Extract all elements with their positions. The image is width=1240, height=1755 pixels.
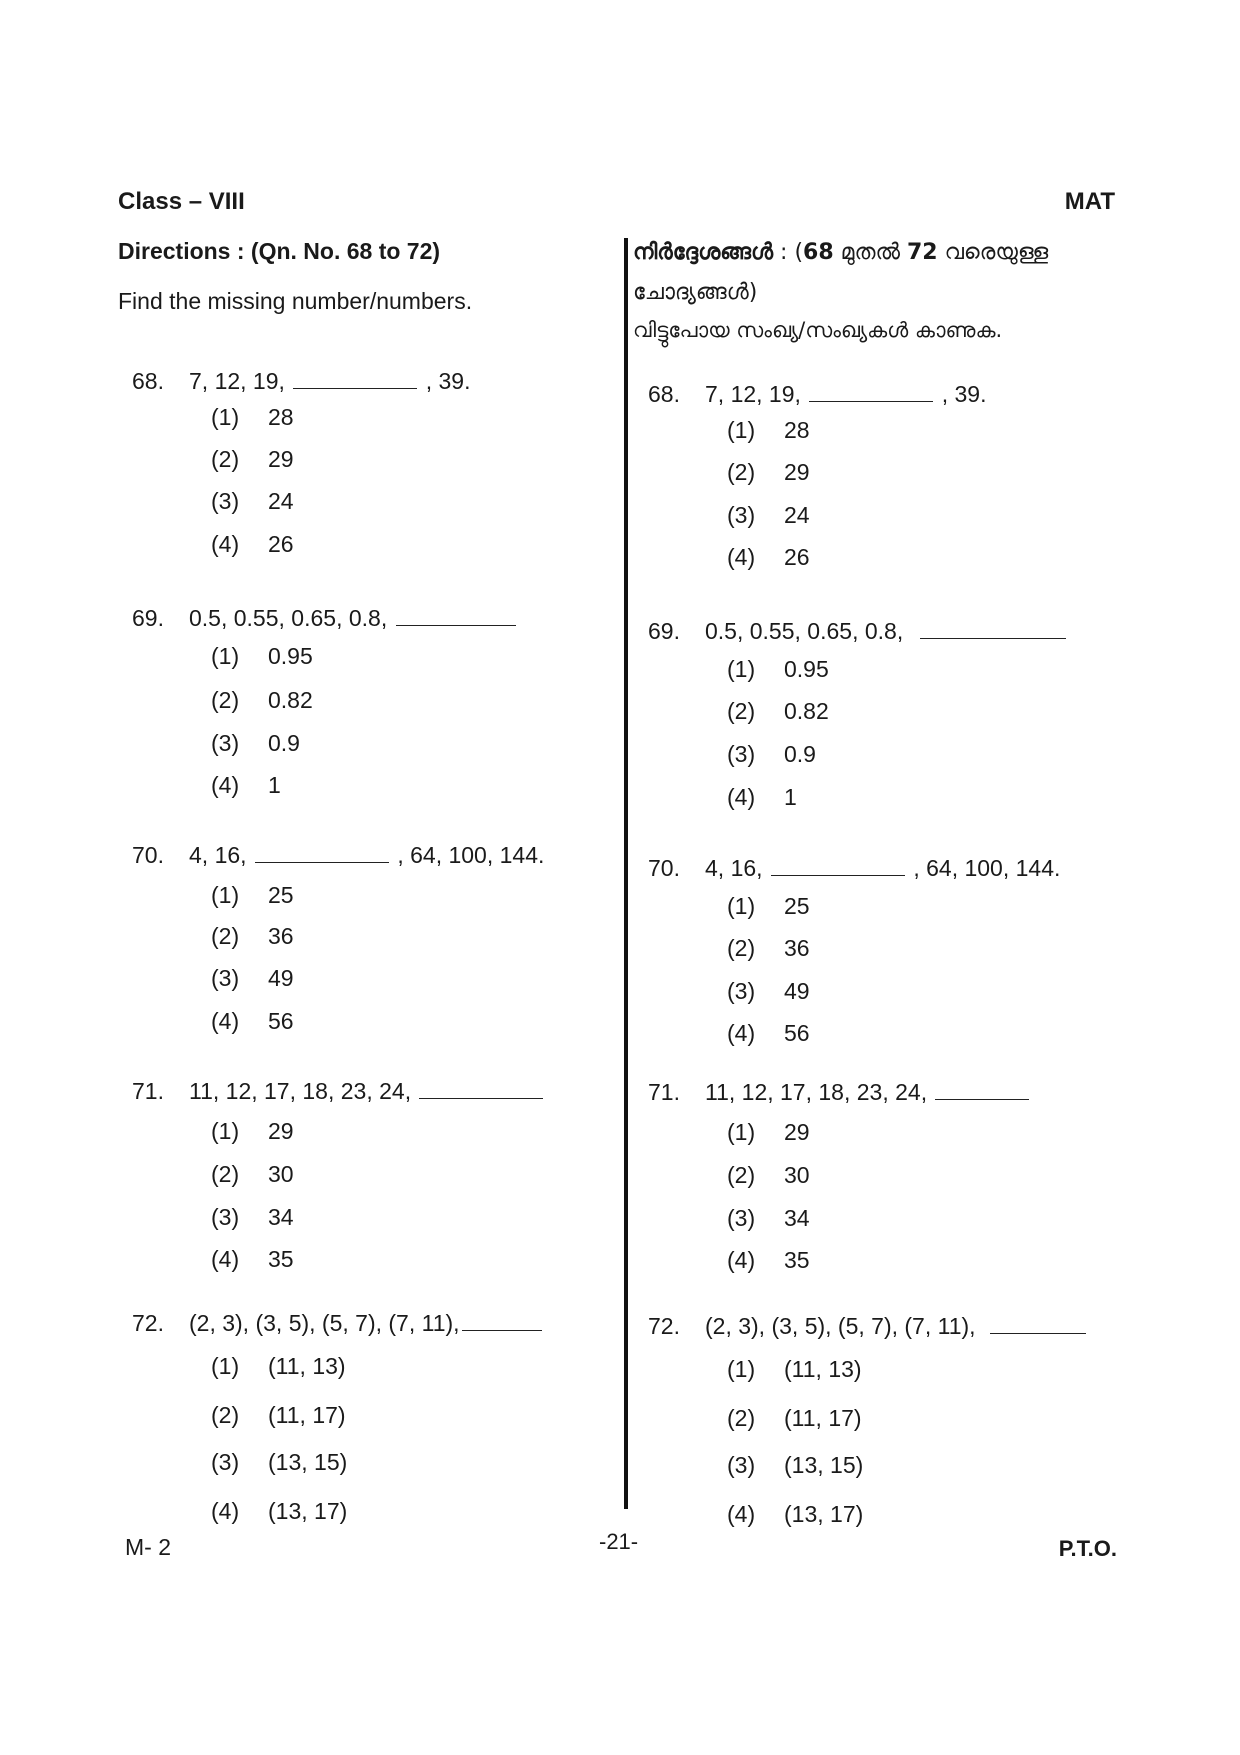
option [211, 772, 281, 799]
question-71-english [132, 1078, 692, 1272]
option-value: 30 [268, 1161, 294, 1187]
option-label: (3) [211, 488, 240, 514]
option [727, 698, 829, 725]
directions-line2-malayalam: ചോദ്യങ്ങൾ) [633, 280, 758, 305]
option [727, 1501, 863, 1528]
option [211, 965, 294, 992]
question-number: 72. [132, 1310, 164, 1336]
option-value: 0.95 [268, 643, 313, 669]
question-stem-end: , 39. [941, 381, 987, 407]
option-value: 34 [268, 1204, 294, 1230]
option-value: 35 [784, 1247, 810, 1273]
directions-text-malayalam: വിട്ടുപോയ സംഖ്യ/സംഖ്യകൾ കാണുക. [633, 318, 1003, 342]
option [727, 502, 810, 529]
pto-label: P.T.O. [1058, 1536, 1117, 1561]
option [211, 1161, 294, 1188]
answer-blank [462, 1312, 542, 1331]
option [727, 978, 810, 1005]
option-value: (11, 17) [784, 1405, 862, 1431]
directions-title-english: Directions : (Qn. No. 68 to 72) [118, 238, 441, 264]
question-number: 72. [648, 1313, 680, 1339]
directions-to: വരെയുള്ള [937, 240, 1049, 265]
question-stem: (2, 3), (3, 5), (5, 7), (7, 11), [189, 1310, 460, 1336]
option-label: (3) [211, 730, 240, 756]
option-value: 49 [784, 978, 810, 1004]
option-label: (2) [727, 1405, 756, 1431]
directions-num-start: 68 [803, 240, 834, 265]
option-value: 56 [784, 1020, 810, 1046]
option-value: 28 [268, 404, 294, 430]
option [211, 1449, 347, 1476]
option-label: (2) [727, 935, 756, 961]
question-number: 71. [132, 1078, 164, 1104]
question-68-malayalam [648, 381, 1208, 570]
answer-blank [419, 1080, 543, 1099]
option-value: 29 [784, 1119, 810, 1145]
question-stem: 4, 16, [705, 855, 763, 881]
option [727, 1020, 810, 1047]
option-label: (1) [727, 893, 756, 919]
option [727, 1356, 862, 1383]
question-stem: 4, 16, [189, 842, 247, 868]
option-label: (1) [211, 882, 240, 908]
option [211, 1118, 294, 1145]
option-value: 26 [784, 544, 810, 570]
question-stem-end: , 64, 100, 144. [397, 842, 545, 868]
option-label: (2) [727, 1162, 756, 1188]
question-71-malayalam [648, 1079, 1208, 1273]
option-value: 0.95 [784, 656, 829, 682]
option-value: (13, 15) [784, 1452, 864, 1478]
question-70-english [132, 842, 692, 1034]
option-value: 36 [268, 923, 294, 949]
question-stem-end: , 64, 100, 144. [913, 855, 1061, 881]
answer-blank [771, 857, 905, 876]
option [727, 417, 810, 444]
question-69-english [132, 605, 692, 798]
question-number: 69. [132, 605, 164, 631]
option-label: (1) [727, 656, 756, 682]
directions-text-english: Find the missing number/numbers. [118, 288, 473, 314]
option-label: (3) [727, 978, 756, 1004]
question-69-malayalam [648, 618, 1208, 810]
option [211, 1498, 347, 1525]
option [211, 643, 313, 670]
option [727, 656, 829, 683]
answer-blank [396, 607, 516, 626]
option [727, 741, 816, 768]
option-value: 0.9 [784, 741, 816, 767]
option-value: (11, 13) [784, 1356, 862, 1382]
option [727, 1205, 810, 1232]
directions-word: നിർദ്ദേശങ്ങൾ [633, 240, 774, 265]
answer-blank [255, 844, 389, 863]
option-value: 35 [268, 1246, 294, 1272]
option [727, 1119, 810, 1146]
option-label: (2) [727, 459, 756, 485]
option-label: (2) [211, 923, 240, 949]
option [211, 531, 294, 558]
question-stem: 7, 12, 19, [705, 381, 801, 407]
option-value: 25 [268, 882, 294, 908]
option-label: (1) [727, 1356, 756, 1382]
option-label: (4) [727, 1247, 756, 1273]
option [727, 935, 810, 962]
option-value: 24 [784, 502, 810, 528]
option-value: 1 [784, 784, 797, 810]
page-number: -21- [599, 1529, 639, 1554]
option [211, 1204, 294, 1231]
option [211, 730, 300, 757]
option-value: 25 [784, 893, 810, 919]
option-label: (2) [211, 1402, 240, 1428]
directions-num-end: 72 [906, 240, 938, 265]
answer-blank [990, 1315, 1086, 1334]
option-value: (13, 15) [268, 1449, 348, 1475]
option [211, 1008, 294, 1035]
option [211, 488, 294, 515]
option-value: (11, 13) [268, 1353, 346, 1379]
option-label: (4) [727, 1020, 756, 1046]
option-label: (3) [727, 1205, 756, 1231]
option [211, 923, 294, 950]
question-number: 71. [648, 1079, 680, 1105]
question-number: 70. [132, 842, 164, 868]
option-label: (3) [211, 1204, 240, 1230]
question-number: 70. [648, 855, 680, 881]
option-value: 56 [268, 1008, 294, 1034]
option [211, 1402, 346, 1429]
option-label: (1) [727, 417, 756, 443]
option [211, 687, 313, 714]
option [211, 1353, 346, 1380]
option-label: (1) [211, 1118, 240, 1144]
question-stem: 11, 12, 17, 18, 23, 24, [705, 1079, 928, 1105]
option [211, 882, 294, 909]
question-stem: 7, 12, 19, [189, 368, 285, 394]
option [727, 459, 810, 486]
option-label: (4) [211, 1246, 240, 1272]
option-label: (4) [211, 531, 240, 557]
option-value: 26 [268, 531, 294, 557]
option [211, 404, 294, 431]
option-label: (1) [727, 1119, 756, 1145]
option-label: (3) [727, 741, 756, 767]
option-value: 49 [268, 965, 294, 991]
option-label: (4) [211, 772, 240, 798]
option-value: 1 [268, 772, 281, 798]
option-label: (3) [727, 1452, 756, 1478]
option-label: (3) [211, 965, 240, 991]
option [727, 1405, 862, 1432]
option-label: (3) [211, 1449, 240, 1475]
option-label: (1) [211, 1353, 240, 1379]
answer-blank [935, 1081, 1029, 1100]
question-stem-end: , 39. [425, 368, 471, 394]
question-number: 69. [648, 618, 680, 644]
class-label: Class – VIII [118, 188, 245, 215]
option-label: (4) [211, 1498, 240, 1524]
answer-blank [920, 620, 1066, 639]
option [727, 1162, 810, 1189]
option-label: (4) [727, 784, 756, 810]
option [727, 1247, 810, 1274]
option-value: 29 [784, 459, 810, 485]
question-stem: 11, 12, 17, 18, 23, 24, [189, 1078, 412, 1104]
option-label: (4) [211, 1008, 240, 1034]
option-value: 24 [268, 488, 294, 514]
option [727, 893, 810, 920]
question-number: 68. [648, 381, 680, 407]
footer-code: M- 2 [125, 1534, 171, 1560]
option [727, 1452, 863, 1479]
directions-punct: : ( [773, 240, 804, 265]
option-value: (13, 17) [268, 1498, 348, 1524]
option-label: (4) [727, 1501, 756, 1527]
option-label: (2) [727, 698, 756, 724]
option [727, 544, 810, 571]
answer-blank [293, 370, 417, 389]
question-70-malayalam [648, 855, 1208, 1046]
question-68-english [132, 368, 692, 557]
option [727, 784, 797, 811]
option-value: 0.82 [784, 698, 829, 724]
question-stem: 0.5, 0.55, 0.65, 0.8, [189, 605, 388, 631]
option-value: 36 [784, 935, 810, 961]
question-number: 68. [132, 368, 164, 394]
option-label: (3) [727, 502, 756, 528]
option-value: 28 [784, 417, 810, 443]
question-stem: (2, 3), (3, 5), (5, 7), (7, 11), [705, 1313, 976, 1339]
option-label: (2) [211, 446, 240, 472]
question-stem: 0.5, 0.55, 0.65, 0.8, [705, 618, 904, 644]
option-value: (13, 17) [784, 1501, 864, 1527]
option [211, 446, 294, 473]
option-value: 0.82 [268, 687, 313, 713]
option-value: (11, 17) [268, 1402, 346, 1428]
question-72-english [132, 1310, 692, 1524]
subject-label: MAT [1064, 188, 1115, 215]
option-label: (2) [211, 687, 240, 713]
directions-title-malayalam [633, 240, 1048, 265]
question-72-malayalam [648, 1313, 1208, 1527]
directions-from: മുതൽ [833, 240, 907, 265]
option-label: (2) [211, 1161, 240, 1187]
option-value: 29 [268, 1118, 294, 1144]
option [211, 1246, 294, 1273]
answer-blank [809, 383, 933, 402]
option-value: 30 [784, 1162, 810, 1188]
option-label: (4) [727, 544, 756, 570]
option-value: 29 [268, 446, 294, 472]
option-label: (1) [211, 404, 240, 430]
option-value: 34 [784, 1205, 810, 1231]
option-label: (1) [211, 643, 240, 669]
option-value: 0.9 [268, 730, 300, 756]
